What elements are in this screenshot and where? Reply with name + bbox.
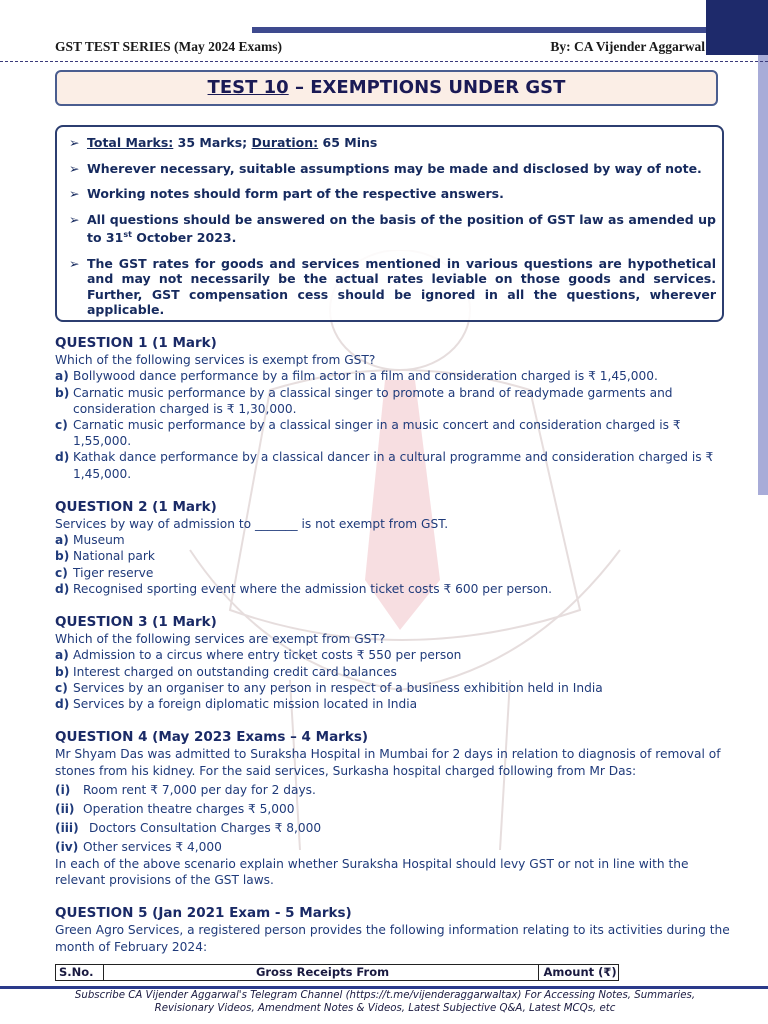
option-d: d) Services by a foreign diplomatic mission located in India [55,697,418,712]
option-b: b) Carnatic music performance by a classical singer to promote a brand of readymade garments and consideration charged is ₹ 1,30,000. [55,385,673,416]
instruction-law-position: ➢ All questions should be answered on the basis of the position of GST law as amended up to 31st October 2023. [69,211,716,246]
side-decor-bar [758,55,768,495]
instructions-box [55,125,724,322]
option-b: b) National park [55,549,155,564]
question-heading: QUESTION 4 (May 2023 Exams – 4 Marks) [55,729,369,746]
test-title-box [55,70,718,106]
question-2 [55,499,735,597]
header-divider [0,61,768,62]
column-gross-receipts: Gross Receipts From [104,965,539,980]
question-3 [55,614,735,712]
option-c: c) Services by an organiser to any person in respect of a business exhibition held in India [55,680,603,695]
option-a: a) Admission to a circus where entry ticket costs ₹ 550 per person [55,648,462,663]
column-sno: S.No. [56,965,104,980]
instruction-rates: ➢ The GST rates for goods and services mentioned in various questions are hypothetical and may not necessarily be the actual rates leviable on those goods and services. Further, GST compensation cess should be ignored in all the questions, wherever applicable. [69,255,716,318]
question-text: Which of the following services is exempt from GST? [55,353,376,368]
questions [55,335,735,972]
question-1 [55,335,735,482]
question-heading: QUESTION 3 (1 Mark) [55,614,217,631]
question-text: Which of the following services are exempt from GST? [55,632,386,647]
footer-divider-thin [0,988,768,989]
option-c: c) Tiger reserve [55,565,154,580]
question-heading: QUESTION 1 (1 Mark) [55,335,217,351]
question-text: Mr Shyam Das was admitted to Suraksha Hospital in Mumbai for 2 days in relation to diagnosis of removal of stones from his kidney. For the said services, Surkasha hospital charged following from Mr Das: [55,747,721,778]
question-text: Services by way of admission to _______ is not exempt from GST. [55,517,449,532]
receipts-table-header [55,964,619,981]
column-amount: Amount (₹) [543,965,617,979]
footer-note: Subscribe CA Vijender Aggarwal's Telegram Channel (https://t.me/vijenderaggarwaltax) For Accessing Notes, Summaries, Revisionary Videos, Amendment Notes & Videos, Latest Subjective Q&A, Latest MCQs, etc [74,990,696,1014]
item-iv: (iv) Other services ₹ 4,000 [55,840,222,855]
question-4 [55,729,735,888]
option-d: d) Kathak dance performance by a classical dancer in a cultural programme and consideration charged is ₹ 1,45,000. [55,450,714,481]
item-i: (i) Room rent ₹ 7,000 per day for 2 days. [55,782,316,797]
top-decor-band [252,27,707,33]
option-d: d) Recognised sporting event where the admission ticket costs ₹ 600 per person. [55,581,552,596]
question-heading: QUESTION 2 (1 Mark) [55,498,217,515]
option-a: a) Museum [55,533,125,548]
question-5 [55,905,735,955]
option-c: c) Carnatic music performance by a classical singer in a music concert and consideration charged is ₹ 1,55,000. [55,418,681,449]
question-closing: In each of the above scenario explain whether Suraksha Hospital should levy GST or not in line with the relevant provisions of the GST laws. [55,856,689,887]
corner-decor [706,0,768,55]
item-ii: (ii) Operation theatre charges ₹ 5,000 [55,802,295,817]
series-title: GST TEST SERIES (May 2024 Exams) [55,39,282,54]
author-name: By: CA Vijender Aggarwal [550,39,705,54]
question-heading: QUESTION 5 (Jan 2021 Exam - 5 Marks) [55,905,352,922]
arrow-icon: ➢ [69,135,80,150]
arrow-icon: ➢ [69,186,80,201]
arrow-icon: ➢ [69,211,80,227]
instruction-marks: ➢ Total Marks: 35 Marks; Duration: 65 Mins [69,135,378,150]
option-a: a) Bollywood dance performance by a film actor in a film and consideration charged is ₹ 1,45,000. [55,369,658,384]
instruction-assumptions: ➢ Wherever necessary, suitable assumptions may be made and disclosed by way of note. [69,160,702,176]
test-number: TEST 10 [207,77,289,98]
question-text: Green Agro Services, a registered person provides the following information relating to its activities during the month of February 2024: [55,923,730,954]
item-iii: (iii) Doctors Consultation Charges ₹ 8,000 [55,821,322,836]
instruction-working-notes: ➢ Working notes should form part of the respective answers. [69,186,504,201]
test-title: – EXEMPTIONS UNDER GST [288,77,566,98]
option-b: b) Interest charged on outstanding credit card balances [55,664,397,679]
arrow-icon: ➢ [69,255,80,271]
arrow-icon: ➢ [69,160,80,176]
page-header [55,36,705,58]
